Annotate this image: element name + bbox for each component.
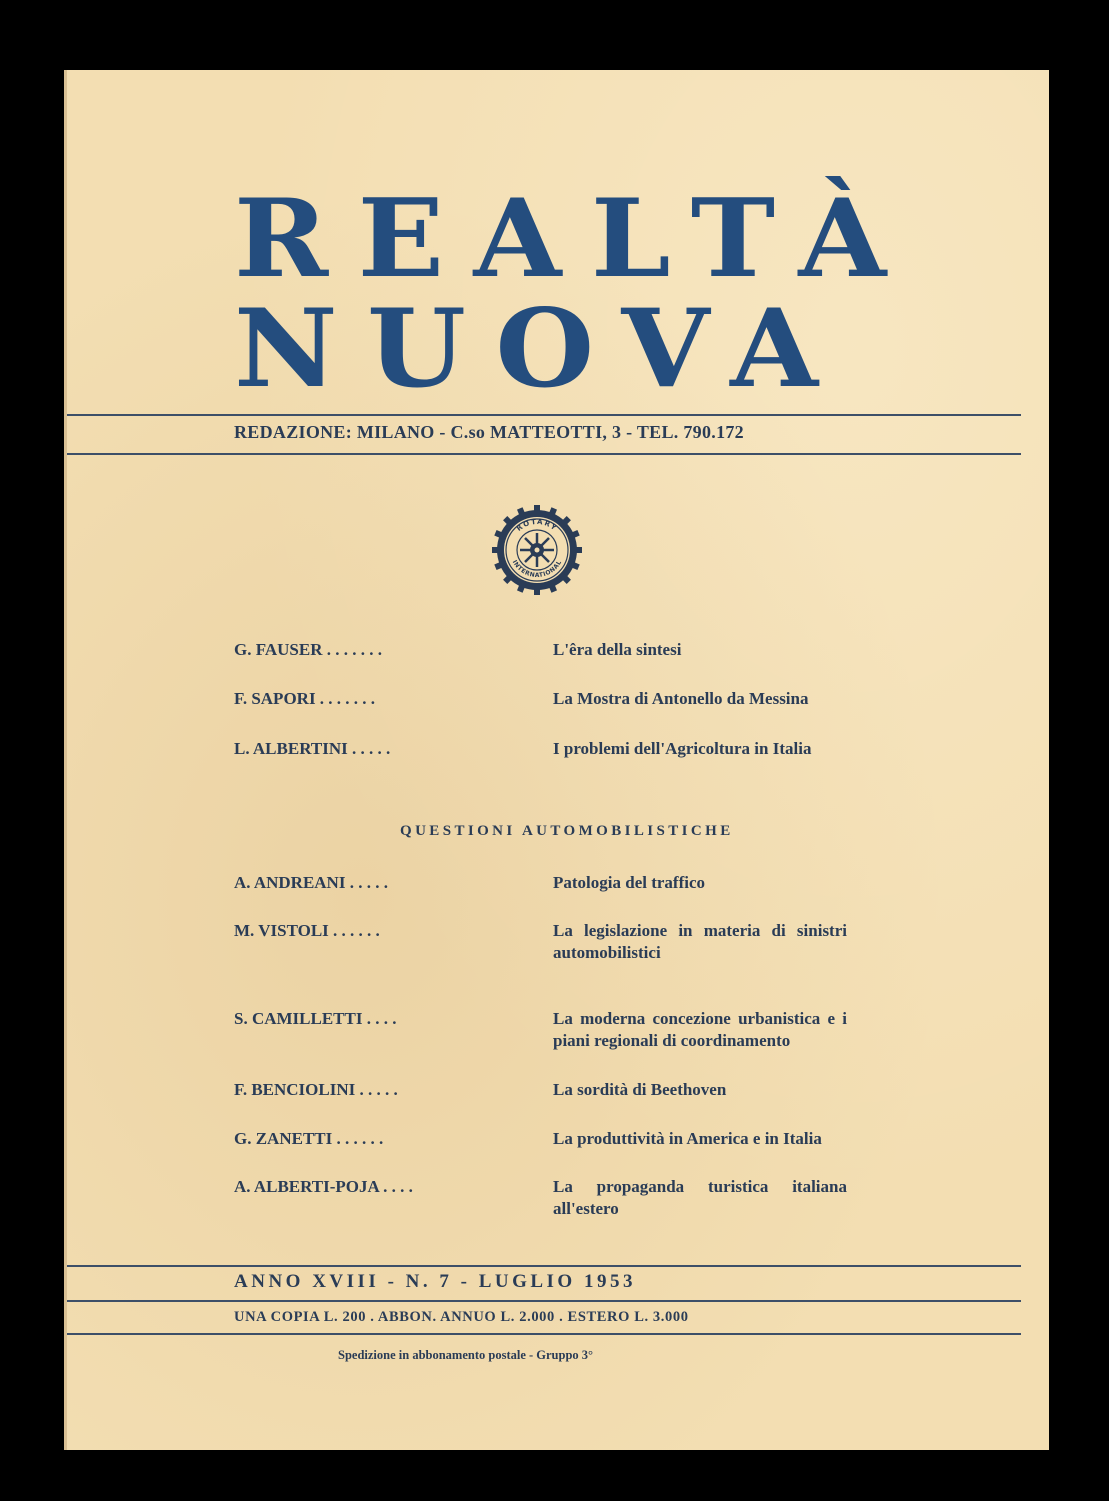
magazine-cover [64,70,1049,1450]
masthead-line-2: NUOVA [234,286,848,412]
toc-title: La sordità di Beethoven [553,1080,727,1099]
toc-author: G. ZANETTI . . . . . . [234,1129,384,1148]
emblem-top-text: ROTARY [515,517,559,533]
masthead-line-1: REALTÀ [234,176,916,302]
postal-line: Spedizione in abbonamento postale - Gruppo 3° [338,1348,594,1362]
toc-title: I problemi dell'Agricoltura in Italia [553,739,812,758]
divider-top [67,414,1021,416]
emblem-bottom-text: INTERNATIONAL [510,559,564,580]
toc-title: La moderna concezione urbanistica e i piani regionali di coordinamento [553,1009,847,1050]
toc-author: S. CAMILLETTI . . . . [234,1009,397,1028]
toc-title: La propaganda turistica italiana all'estero [553,1177,847,1218]
editorial-address: REDAZIONE: MILANO - C.so MATTEOTTI, 3 - TEL. 790.172 [234,422,744,442]
divider-below-price [67,1333,1021,1335]
rotary-wheel-icon [490,503,584,597]
toc-title: Patologia del traffico [553,873,706,892]
toc-author: F. SAPORI . . . . . . . [234,689,376,708]
issue-line: ANNO XVIII - N. 7 - LUGLIO 1953 [234,1271,636,1292]
toc-author: L. ALBERTINI . . . . . [234,739,391,758]
toc-author: A. ANDREANI . . . . . [234,873,388,892]
toc-title: La legislazione in materia di sinistri automobilistici [553,921,847,962]
toc-author: M. VISTOLI . . . . . . [234,921,380,940]
toc-author: A. ALBERTI-POJA . . . . [234,1177,413,1196]
divider-under-address [67,453,1021,455]
section-heading: QUESTIONI AUTOMOBILISTICHE [400,823,734,839]
divider-above-price [67,1300,1021,1302]
toc-title: L'êra della sintesi [553,640,682,659]
toc-author: F. BENCIOLINI . . . . . [234,1080,398,1099]
toc-title: La Mostra di Antonello da Messina [553,689,809,708]
divider-above-issue [67,1265,1021,1267]
toc-author: G. FAUSER . . . . . . . [234,640,382,659]
toc-title: La produttività in America e in Italia [553,1129,822,1148]
price-line: UNA COPIA L. 200 . ABBON. ANNUO L. 2.000 . ESTERO L. 3.000 [234,1309,689,1325]
